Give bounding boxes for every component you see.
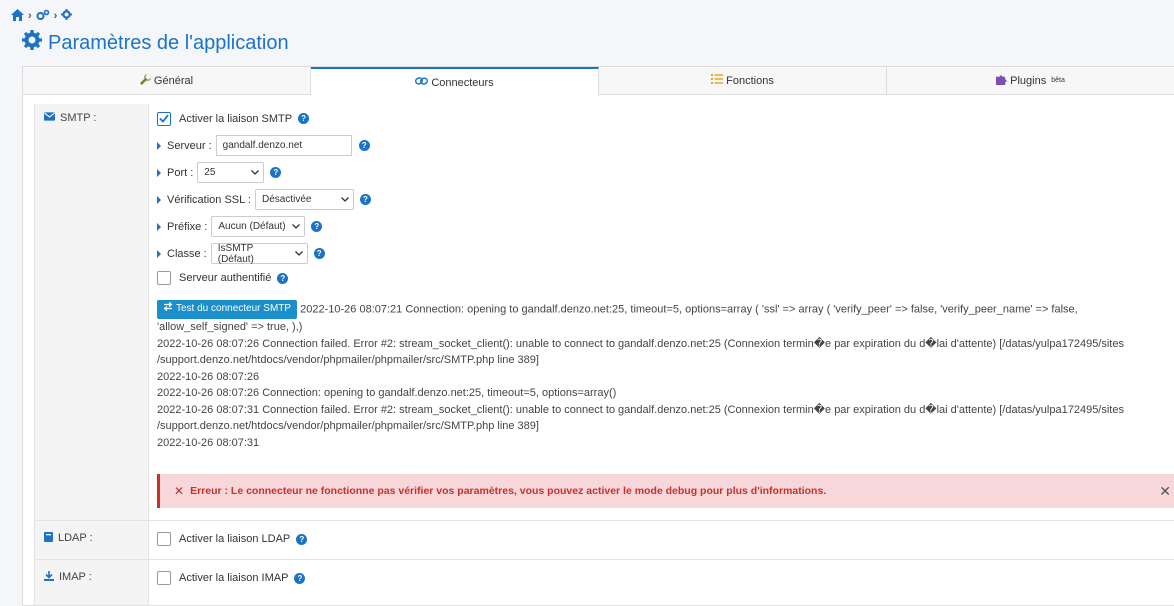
tab-label: Connecteurs: [431, 76, 494, 89]
log-first-line: [157, 300, 1167, 336]
log-line: 2022-10-26 08:07:21 Connection: opening to gandalf.denzo.net:25, timeout=5, options=array ( 'ssl' => array ( 'verify_peer' => false, 'verify_peer_name' => false, 'allow_self_signed' => true, ),): [157, 303, 1078, 333]
imap-body: [149, 560, 1174, 605]
imap-section: [35, 560, 1174, 606]
auth-server-label: Serveur authentifié: [179, 272, 272, 284]
chevron-down-icon: [251, 167, 259, 178]
download-icon: [44, 571, 54, 584]
imap-enable-label: Activer la liaison IMAP: [179, 572, 289, 584]
help-icon[interactable]: ?: [298, 113, 309, 124]
ldap-label-text: LDAP :: [58, 532, 93, 544]
home-icon[interactable]: [11, 9, 24, 24]
puzzle-icon: [996, 74, 1007, 88]
settings-card: [22, 66, 1174, 606]
caret-right-icon: [157, 223, 161, 231]
imap-label: [35, 560, 149, 605]
caret-right-icon: [157, 169, 161, 177]
link-icon: [415, 76, 428, 89]
class-select-value: IsSMTP (Défaut): [217, 242, 254, 265]
port-select[interactable]: [197, 162, 264, 183]
server-input[interactable]: [216, 135, 352, 156]
help-icon[interactable]: ?: [277, 273, 288, 284]
help-icon[interactable]: ?: [270, 167, 281, 178]
envelope-icon: [44, 112, 55, 124]
help-icon[interactable]: ?: [360, 194, 371, 205]
smtp-enable-label: Activer la liaison SMTP: [179, 112, 293, 125]
tab-bar: [23, 67, 1174, 95]
list-icon: [711, 74, 723, 87]
smtp-body: [149, 104, 1174, 520]
auth-server-checkbox[interactable]: [157, 271, 171, 285]
caret-right-icon: [157, 250, 161, 258]
log-line: 2022-10-26 08:07:26: [157, 370, 260, 383]
help-icon[interactable]: ?: [294, 573, 305, 584]
tab-connecteurs[interactable]: [311, 67, 599, 96]
class-select[interactable]: [211, 243, 308, 264]
breadcrumb: [11, 9, 72, 23]
help-icon[interactable]: ?: [296, 534, 307, 545]
breadcrumb-separator: ›: [53, 10, 58, 22]
imap-label-text: IMAP :: [59, 571, 92, 583]
tab-label: Général: [153, 74, 194, 87]
help-icon[interactable]: ?: [314, 248, 325, 259]
port-select-value: 25: [204, 167, 216, 178]
smtp-label-text: SMTP :: [60, 112, 97, 124]
help-icon[interactable]: ?: [359, 140, 370, 151]
check-icon: [159, 114, 169, 123]
page-title-text: Paramètres de l'application: [48, 31, 289, 54]
log-line: 2022-10-26 08:07:31: [157, 436, 260, 449]
ldap-enable-label: Activer la liaison LDAP: [179, 533, 291, 545]
gears-icon[interactable]: [36, 9, 50, 24]
tab-plugins[interactable]: [887, 67, 1174, 94]
log-line: 2022-10-26 08:07:26 Connection: opening to gandalf.denzo.net:25, timeout=5, options=array(): [157, 387, 617, 399]
log-line: 2022-10-26 08:07:26 Connection failed. Error #2: stream_socket_client(): unable to connect to gandalf.denzo.net:25 (Connexion termin�e par expiration du d�lai d'attente) [/datas/yulpa172495/sites /support.denzo.net/htdocs/vendor/phpmailer/phpmailer/src/SMTP.php line 389]: [157, 337, 1124, 366]
ssl-label: Vérification SSL :: [167, 193, 251, 206]
ssl-select[interactable]: [255, 189, 354, 210]
error-message: Erreur : Le connecteur ne fonctionne pas vérifier vos paramètres, vous pouvez activer le mode debug pour plus d'informations.: [190, 485, 827, 497]
port-label: Port :: [167, 166, 194, 179]
class-label: Classe :: [167, 247, 207, 260]
tab-label: Plugins: [1010, 74, 1047, 87]
smtp-test-log: [157, 300, 1167, 451]
beta-badge: bêta: [1051, 77, 1065, 84]
tab-fonctions[interactable]: [599, 67, 887, 94]
ldap-body: [149, 521, 1174, 559]
chevron-down-icon: [341, 194, 349, 205]
close-icon[interactable]: ✕: [1159, 483, 1171, 499]
prefix-select[interactable]: [211, 216, 305, 237]
address-book-icon: [44, 532, 53, 545]
test-smtp-button-label: Test du connecteur SMTP: [176, 303, 292, 315]
imap-enable-checkbox[interactable]: [157, 571, 171, 585]
caret-right-icon: [157, 196, 161, 204]
ldap-section: [35, 521, 1174, 560]
error-alert: [157, 474, 1174, 508]
tab-label: Fonctions: [726, 74, 774, 87]
page-title: [22, 30, 289, 56]
ldap-label: [35, 521, 149, 559]
gear-icon: [22, 30, 42, 56]
smtp-enable-checkbox[interactable]: [157, 112, 171, 126]
help-icon[interactable]: ?: [311, 221, 322, 232]
chevron-down-icon: [295, 248, 303, 259]
error-x-icon: ✕: [174, 484, 185, 498]
log-line: 2022-10-26 08:07:31 Connection failed. Error #2: stream_socket_client(): unable to connect to gandalf.denzo.net:25 (Connexion termin�e par expiration du d�lai d'attente) [/datas/yulpa172495/sites /support.denzo.net/htdocs/vendor/phpmailer/phpmailer/src/SMTP.php line 389]: [157, 403, 1124, 432]
chevron-down-icon: [292, 221, 300, 232]
connector-settings: [34, 104, 1174, 605]
server-label: Serveur :: [167, 139, 212, 152]
gear-icon[interactable]: [61, 9, 72, 23]
wrench-icon: [140, 74, 151, 88]
test-smtp-button[interactable]: [157, 300, 297, 319]
prefix-label: Préfixe :: [167, 220, 208, 233]
prefix-select-value: Aucun (Défaut): [218, 221, 286, 232]
smtp-label: [35, 104, 149, 520]
ssl-select-value: Désactivée: [261, 194, 312, 205]
breadcrumb-separator: ›: [28, 10, 32, 22]
exchange-icon: [163, 301, 173, 318]
tab-general[interactable]: [23, 67, 311, 94]
caret-right-icon: [157, 142, 161, 150]
ldap-enable-checkbox[interactable]: [157, 532, 171, 546]
smtp-section: [35, 104, 1174, 521]
